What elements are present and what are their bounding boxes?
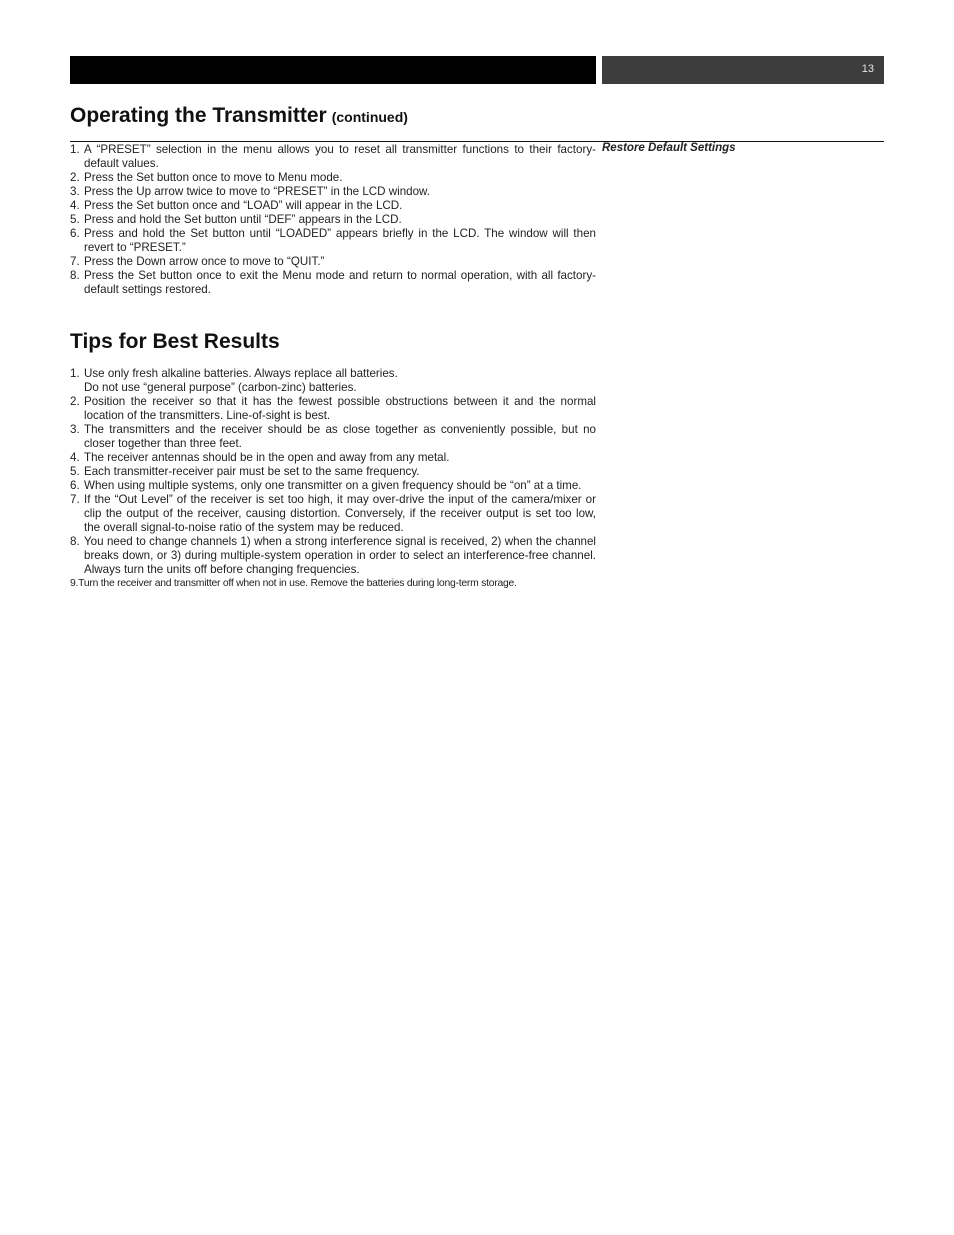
- list-item-text: Press the Up arrow twice to move to “PRESET” in the LCD window.: [84, 185, 431, 198]
- side-heading: Restore Default Settings: [602, 142, 736, 154]
- header-bar: [70, 56, 596, 84]
- list-item-text: Each transmitter-receiver pair must be set to the same frequency.: [84, 465, 420, 478]
- list-item-number: 7.: [70, 255, 80, 268]
- list-item-text: Use only fresh alkaline batteries. Always replace all batteries.: [84, 367, 398, 380]
- list-item-text: Press the Set button once to move to Menu mode.: [84, 171, 343, 184]
- list-item-text: If the “Out Level” of the receiver is set too high, it may over-drive the input of the camera/mixer or clip the output of the receiver, causing distortion. Conversely, if the receiver output is set too low, the overall signal-to-noise ratio of the system may be reduced.: [84, 493, 596, 534]
- list-item: [70, 479, 596, 493]
- list-item: [70, 213, 596, 227]
- list-item-number: 7.: [70, 493, 80, 506]
- list-item-number: 2.: [70, 395, 80, 408]
- list-item-text: Press the Set button once and “LOAD” will appear in the LCD.: [84, 199, 403, 212]
- list-item-text: The transmitters and the receiver should be as close together as conveniently possible, but no closer together than three feet.: [84, 423, 596, 450]
- list-item-text: When using multiple systems, only one transmitter on a given frequency should be “on” at a time.: [84, 479, 582, 492]
- list-item-number: 5.: [70, 213, 80, 226]
- list-item: [70, 227, 596, 255]
- header-page-tab: [602, 56, 884, 84]
- list-item-number: 3.: [70, 185, 80, 198]
- restore-steps-list: [70, 143, 596, 297]
- list-item: [70, 199, 596, 213]
- list-item: [70, 255, 596, 269]
- page-number: 13: [861, 63, 874, 75]
- list-item-number: 4.: [70, 451, 80, 464]
- list-item-number: 8.: [70, 269, 80, 282]
- list-item: [70, 367, 596, 395]
- list-item: [70, 423, 596, 451]
- list-item-number: 1.: [70, 143, 80, 156]
- list-item-text: Press and hold the Set button until “DEF” appears in the LCD.: [84, 213, 402, 226]
- list-item-text: You need to change channels 1) when a strong interference signal is received, 2) when the channel breaks down, or 3) during multiple-system operation in order to select an interference-free channel. Always turn the units off before changing frequencies.: [84, 535, 596, 576]
- list-item-text: Press and hold the Set button until “LOADED” appears briefly in the LCD. The window will then revert to “PRESET.”: [84, 227, 596, 254]
- list-item-text: Press the Set button once to exit the Menu mode and return to normal operation, with all factory-default settings restored.: [84, 269, 596, 296]
- section-title-text: Operating the Transmitter: [70, 104, 327, 127]
- section-title-suffix: (continued): [331, 109, 408, 125]
- list-item-text: Press the Down arrow once to move to “QUIT.”: [84, 255, 325, 268]
- list-item-text: Do not use “general purpose” (carbon-zinc) batteries.: [84, 381, 357, 394]
- tips-title: Tips for Best Results: [70, 330, 280, 353]
- list-item-number: 2.: [70, 171, 80, 184]
- list-item: [70, 465, 596, 479]
- list-item-text: A “PRESET” selection in the menu allows you to reset all transmitter functions to their factory-default values.: [84, 143, 596, 170]
- list-item-text: The receiver antennas should be in the open and away from any metal.: [84, 451, 450, 464]
- list-item-number: 4.: [70, 199, 80, 212]
- list-item: [70, 493, 596, 535]
- list-item: [70, 535, 596, 577]
- section-divider: [70, 141, 884, 142]
- section-title: [70, 104, 408, 128]
- list-item: [70, 577, 596, 591]
- list-item-text: Turn the receiver and transmitter off when not in use. Remove the batteries during long-term storage.: [78, 578, 517, 589]
- list-item-number: 5.: [70, 465, 80, 478]
- list-item: [70, 395, 596, 423]
- tips-list: [70, 367, 596, 591]
- list-item: [70, 143, 596, 171]
- list-item: [70, 269, 596, 297]
- list-item: [70, 185, 596, 199]
- list-item: [70, 171, 596, 185]
- list-item-number: 8.: [70, 535, 80, 548]
- list-item-number: 6.: [70, 479, 80, 492]
- list-item: [70, 451, 596, 465]
- list-item-number: 3.: [70, 423, 80, 436]
- list-item-number: 1.: [70, 367, 80, 380]
- list-item-number: 9.: [70, 578, 79, 589]
- list-item-text: Position the receiver so that it has the fewest possible obstructions between it and the normal location of the transmitters. Line-of-sight is best.: [84, 395, 596, 422]
- list-item-number: 6.: [70, 227, 80, 240]
